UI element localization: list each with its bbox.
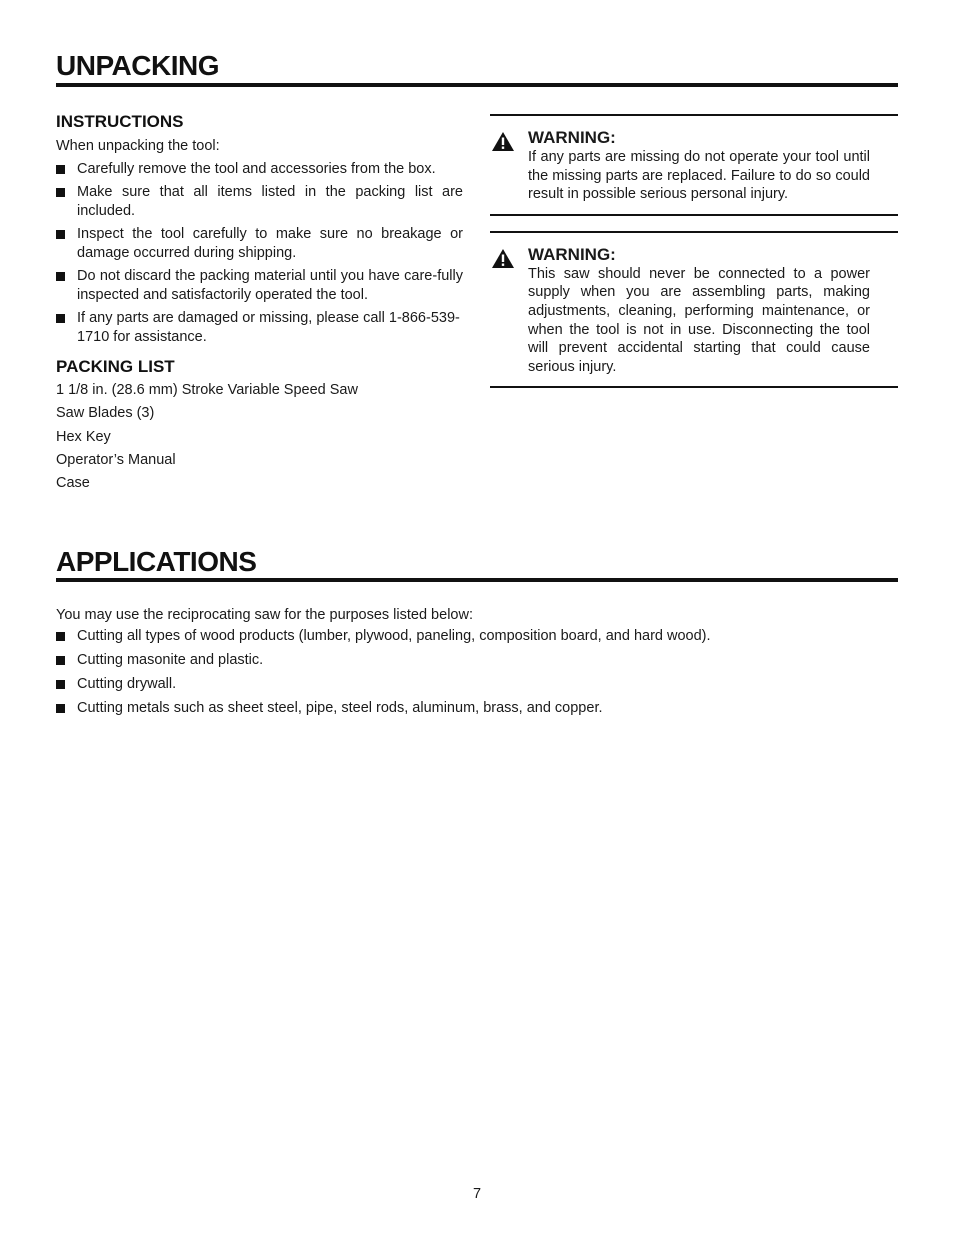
instructions-heading: INSTRUCTIONS xyxy=(56,112,184,131)
warning-box-power-supply xyxy=(490,231,898,389)
list-item: Inspect the tool carefully to make sure no breakage or damage occurred during shipping. xyxy=(56,225,463,263)
applications-section xyxy=(56,606,898,723)
list-item: Carefully remove the tool and accessories from the box. xyxy=(56,160,463,179)
unpacking-title: UNPACKING xyxy=(56,50,219,81)
unpacking-left-column xyxy=(56,112,463,497)
packing-list-item: Saw Blades (3) xyxy=(56,405,155,422)
applications-lead: You may use the reciprocating saw for the purposes listed below: xyxy=(56,607,473,623)
packing-list-item: 1 1/8 in. (28.6 mm) Stroke Variable Speed Saw xyxy=(56,382,358,398)
warning-text: This saw should never be connected to a power supply when you are assembling parts, making adjustments, cleaning, performing maintenance, or when the tool is not in use. Disconnecting the tool will prevent accidental starting that could cause serious injury. xyxy=(528,265,870,375)
instructions-lead: When unpacking the tool: xyxy=(56,138,220,154)
warning-title: WARNING: xyxy=(528,244,616,264)
unpacking-title-rule xyxy=(56,83,898,87)
warning-triangle-icon xyxy=(491,248,515,269)
packing-list-item: Operator’s Manual xyxy=(56,451,176,468)
packing-list-item: Case xyxy=(56,475,90,492)
instructions-list xyxy=(56,160,463,347)
packing-list xyxy=(56,381,463,493)
list-item: If any parts are damaged or missing, please call 1-866-539-1710 for assistance. xyxy=(56,309,463,347)
list-item: Make sure that all items listed in the packing list are included. xyxy=(56,183,463,221)
list-item: Cutting metals such as sheet steel, pipe, steel rods, aluminum, brass, and copper. xyxy=(56,699,898,718)
warnings-column xyxy=(490,114,898,388)
page-number: 7 xyxy=(472,1186,482,1202)
packing-list-heading: PACKING LIST xyxy=(56,357,175,376)
list-item: Do not discard the packing material until you have care-fully inspected and satisfactorily operated the tool. xyxy=(56,267,463,305)
list-item: Cutting masonite and plastic. xyxy=(56,651,898,670)
list-item: Cutting all types of wood products (lumber, plywood, paneling, composition board, and hard wood). xyxy=(56,627,898,646)
warning-box-missing-parts xyxy=(490,114,898,216)
warning-text: If any parts are missing do not operate your tool until the missing parts are replaced. Failure to do so could result in possible serious personal injury. xyxy=(528,149,870,203)
applications-title-rule xyxy=(56,578,898,582)
applications-title: APPLICATIONS xyxy=(56,546,257,577)
warning-title: WARNING: xyxy=(528,128,616,147)
list-item: Cutting drywall. xyxy=(56,675,898,694)
packing-list-item: Hex Key xyxy=(56,428,111,445)
warning-triangle-icon xyxy=(491,131,515,152)
applications-list xyxy=(56,627,898,718)
